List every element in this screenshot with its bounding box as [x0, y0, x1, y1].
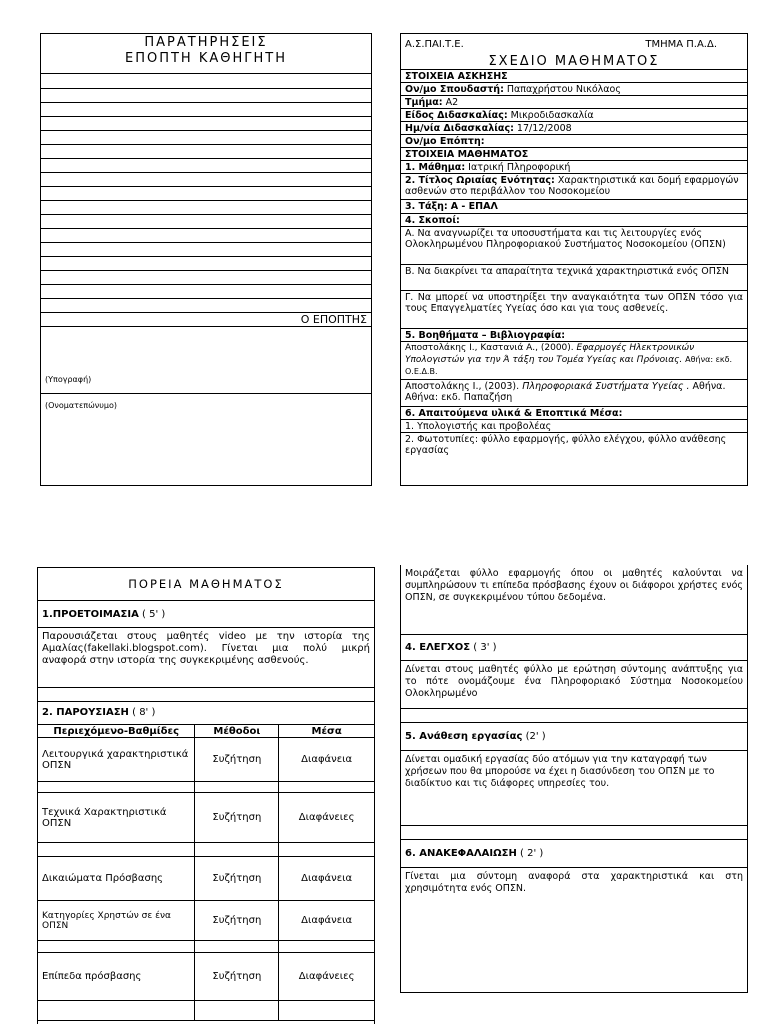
- goal-c: Γ. Να μπορεί να υποστηρίξει την αναγκαιότητα των ΟΠΣΝ τόσο για τους Επαγγελματίες Υγείας όσο και για τους ασθενείς.: [401, 291, 747, 329]
- remarks-line[interactable]: [41, 187, 371, 201]
- date-label: Ημ/νία Διδασκαλίας:: [405, 123, 514, 134]
- row-content: Λειτουργικά χαρακτηριστικά ΟΠΣΝ: [38, 738, 195, 782]
- course-row: [401, 161, 747, 174]
- presentation-title: 2. ΠΑΡΟΥΣΙΑΣΗ: [42, 707, 129, 718]
- course-value: Ιατρική Πληροφορική: [468, 162, 571, 173]
- remarks-line[interactable]: [41, 229, 371, 243]
- remarks-title: [41, 34, 371, 74]
- grade-row: [401, 200, 747, 214]
- assign-text: Δίνεται ομαδική εργασίας δύο ατόμων για την καταγραφή των χρήσεων που θα μπορούσε να έχει η διασύνδεση του ΟΠΣΝ με το διαδίκτυο και τις διάφορες υπηρεσίες του.: [401, 751, 747, 826]
- lesson-plan-panel: [400, 33, 748, 486]
- recap-text: Γίνεται μια σύντομη αναφορά στα χαρακτηριστικά και στη χρησιμότητα ενός ΟΠΣΝ.: [405, 871, 743, 894]
- lesson-header: ΣΤΟΙΧΕΙΑ ΜΑΘΗΜΑΤΟΣ: [401, 148, 747, 161]
- supervisor-name-row: Ον/μο Επόπτη:: [401, 135, 747, 148]
- row-method: Συζήτηση: [195, 738, 279, 782]
- grade-value: Α - ΕΠΑΛ: [450, 201, 498, 212]
- remarks-line[interactable]: [41, 145, 371, 159]
- reference-1: [401, 342, 747, 380]
- reference-2: [401, 380, 747, 407]
- recap-title: 6. ΑΝΑΚΕΦΑΛΑΙΩΣΗ: [405, 848, 517, 859]
- student-label: Ον/μο Σπουδαστή:: [405, 84, 504, 95]
- col-method-header: Μέθοδοι: [195, 725, 279, 738]
- signature-area[interactable]: [41, 327, 371, 394]
- check-spacer: [401, 709, 747, 723]
- school-name: Α.Σ.ΠΑΙ.Τ.Ε.: [405, 39, 464, 50]
- table-spacer-row: [38, 941, 375, 953]
- check-text: Δίνεται στους μαθητές φύλλο με ερώτηση σύντομης ανάπτυξης για το πότε ονομάζουμε ένα Πληροφοριακό Σύστημα Νοσοκομείου Ολοκληρωμένο: [401, 661, 747, 709]
- prep-time: ( 5' ): [142, 609, 166, 620]
- plan-title: ΣΧΕΔΙΟ ΜΑΘΗΜΑΤΟΣ: [488, 54, 660, 69]
- teaching-type-value: Μικροδιδασκαλία: [510, 110, 594, 121]
- unit-value: Χαρακτηριστικά και δομή εφαρμογών ασθενών στο περιβάλλον του Νοσοκομείου: [405, 175, 739, 197]
- goals-label: 4. Σκοποί:: [401, 214, 747, 227]
- plan-header: [401, 34, 747, 70]
- table-row: [38, 901, 375, 941]
- row-content: Τεχνικά Χαρακτηριστικά ΟΠΣΝ: [38, 793, 195, 843]
- row-content: Δικαιώματα Πρόσβασης: [38, 857, 195, 901]
- ref2-publisher: Αθήνα. Αθήνα: εκδ. Παπαζήση: [405, 381, 726, 403]
- application-text: Μοιράζεται φύλλο εφαρμογής όπου οι μαθητές καλούνται να συμπληρώσουν τι επίπεδα πρόσβασης έχουν οι διάφοροι χρήστες ενός ΟΠΣΝ, σε συγκεκριμένου τύπου δεδομένα.: [401, 565, 747, 635]
- ref1-title: Εφαρμογές Ηλεκτρονικών Υπολογιστών για την Ά τάξη του Τομέα Υγείας και Πρόνοιας.: [405, 343, 695, 365]
- row-method: Συζήτηση: [195, 857, 279, 901]
- section-row: [401, 96, 747, 109]
- teaching-type-label: Είδος Διδασκαλίας:: [405, 110, 508, 121]
- remarks-line[interactable]: [41, 89, 371, 103]
- row-method: Συζήτηση: [195, 793, 279, 843]
- table-spacer-row: [38, 1001, 375, 1021]
- unit-label: 2. Τίτλος Ωριαίας Ενότητας:: [405, 175, 555, 186]
- remarks-line[interactable]: [41, 299, 371, 313]
- student-value: Παπαχρήστου Νικόλαος: [506, 84, 621, 95]
- supervisor-label: Ο ΕΠΟΠΤΗΣ: [41, 313, 371, 327]
- row-media: Διαφάνειες: [279, 793, 375, 843]
- row-media: Διαφάνεια: [279, 901, 375, 941]
- check-time: ( 3' ): [473, 642, 497, 653]
- recap-header: [401, 840, 747, 868]
- course-title: ΠΟΡΕΙΑ ΜΑΘΗΜΑΤΟΣ: [38, 568, 374, 601]
- remarks-title-line2: ΕΠΟΠΤΗ ΚΑΘΗΓΗΤΗ: [124, 51, 287, 66]
- row-media: Διαφάνεια: [279, 738, 375, 782]
- remarks-line[interactable]: [41, 215, 371, 229]
- signature-label: (Υπογραφή): [45, 375, 92, 384]
- grade-label: 3. Τάξη:: [405, 201, 448, 212]
- presentation-header: [38, 702, 374, 724]
- check-title: 4. ΕΛΕΓΧΟΣ: [405, 642, 471, 653]
- ref2-title: Πληροφοριακά Συστήματα Υγείας .: [522, 381, 690, 392]
- department-name: ΤΜΗΜΑ Π.Α.Δ.: [645, 39, 717, 50]
- presentation-time: ( 8' ): [132, 707, 156, 718]
- row-content: Κατηγορίες Χρηστών σε ένα ΟΠΣΝ: [38, 901, 195, 941]
- presentation-table: [37, 724, 375, 1021]
- remarks-line[interactable]: [41, 103, 371, 117]
- table-row: [38, 793, 375, 843]
- fullname-area[interactable]: [41, 394, 371, 454]
- remarks-line[interactable]: [41, 201, 371, 215]
- table-spacer-row: [38, 843, 375, 857]
- course-progress-panel: [37, 567, 375, 1024]
- references-label: 5. Βοηθήματα – Βιβλιογραφία:: [401, 329, 747, 342]
- remarks-line[interactable]: [41, 271, 371, 285]
- remarks-line[interactable]: [41, 117, 371, 131]
- remarks-lines: [41, 74, 371, 327]
- goal-b: Β. Να διακρίνει τα απαραίτητα τεχνικά χαρακτηριστικά ενός ΟΠΣΝ: [401, 265, 747, 291]
- assign-spacer: [401, 826, 747, 840]
- remarks-line[interactable]: [41, 173, 371, 187]
- prep-text: Παρουσιάζεται στους μαθητές video με την ιστορία της Αμαλίας(fakellaki.blogspot.com). Γίνεται μια πολύ μικρή αναφορά στην ιστορία της συγκεκριμένης ασθενούς.: [38, 628, 374, 688]
- col-content-header: Περιεχόμενο-Βαθμίδες: [38, 725, 195, 738]
- remarks-line[interactable]: [41, 257, 371, 271]
- material-2: 2. Φωτοτυπίες: φύλλο εφαρμογής, φύλλο ελέγχου, φύλλο ανάθεσης εργασίας: [405, 434, 727, 456]
- supervisor-remarks-panel: [40, 33, 372, 486]
- section-value: Α2: [445, 97, 459, 108]
- material-1: 1. Υπολογιστής και προβολέας: [401, 420, 747, 433]
- course-continuation-panel: [400, 565, 748, 993]
- date-value: 17/12/2008: [516, 123, 572, 134]
- unit-row: [401, 174, 747, 200]
- exercise-header: ΣΤΟΙΧΕΙΑ ΑΣΚΗΣΗΣ: [401, 70, 747, 83]
- remarks-line[interactable]: [41, 243, 371, 257]
- assign-title: 5. Ανάθεση εργασίας: [405, 731, 523, 742]
- remarks-line[interactable]: [41, 285, 371, 299]
- remarks-title-line1: ΠΑΡΑΤΗΡΗΣΕΙΣ: [144, 35, 268, 50]
- ref2-authors: Αποστολάκης Ι., (2003).: [405, 381, 520, 392]
- table-row: [38, 738, 375, 782]
- date-row: [401, 122, 747, 135]
- table-row: [38, 857, 375, 901]
- ref1-authors: Αποστολάκης Ι., Καστανιά Α., (2000).: [405, 343, 574, 353]
- goal-a: Α. Να αναγνωρίζει τα υποσυστήματα και τις λειτουργίες ενός Ολοκληρωμένου Πληροφοριακού Συστήματος Νοσοκομείου (ΟΠΣΝ): [401, 227, 747, 265]
- row-method: Συζήτηση: [195, 953, 279, 1001]
- remarks-line[interactable]: [41, 74, 371, 89]
- assign-header: [401, 723, 747, 751]
- student-row: [401, 83, 747, 96]
- remarks-line[interactable]: [41, 159, 371, 173]
- check-header: [401, 635, 747, 661]
- row-method: Συζήτηση: [195, 901, 279, 941]
- course-label: 1. Μάθημα:: [405, 162, 466, 173]
- recap-time: ( 2' ): [520, 848, 544, 859]
- row-content: Επίπεδα πρόσβασης: [38, 953, 195, 1001]
- assign-time: (2' ): [525, 731, 546, 742]
- col-media-header: Μέσα: [279, 725, 375, 738]
- fullname-label: (Ονοματεπώνυμο): [45, 401, 118, 410]
- prep-spacer: [38, 688, 374, 702]
- table-row: [38, 953, 375, 1001]
- section-label: Τμήμα:: [405, 97, 443, 108]
- ref1-publisher: Αθήνα: εκδ. Ο.Ε.Δ.Β.: [405, 355, 733, 376]
- teaching-type-row: [401, 109, 747, 122]
- row-media: Διαφάνεια: [279, 857, 375, 901]
- prep-title: 1.ΠΡΟΕΤΟΙΜΑΣΙΑ: [42, 609, 139, 620]
- remarks-line[interactable]: [41, 131, 371, 145]
- row-media: Διαφάνειες: [279, 953, 375, 1001]
- materials-label: 6. Απαιτούμενα υλικά & Εποπτικά Μέσα:: [401, 407, 747, 420]
- prep-header: [38, 601, 374, 628]
- table-spacer-row: [38, 782, 375, 793]
